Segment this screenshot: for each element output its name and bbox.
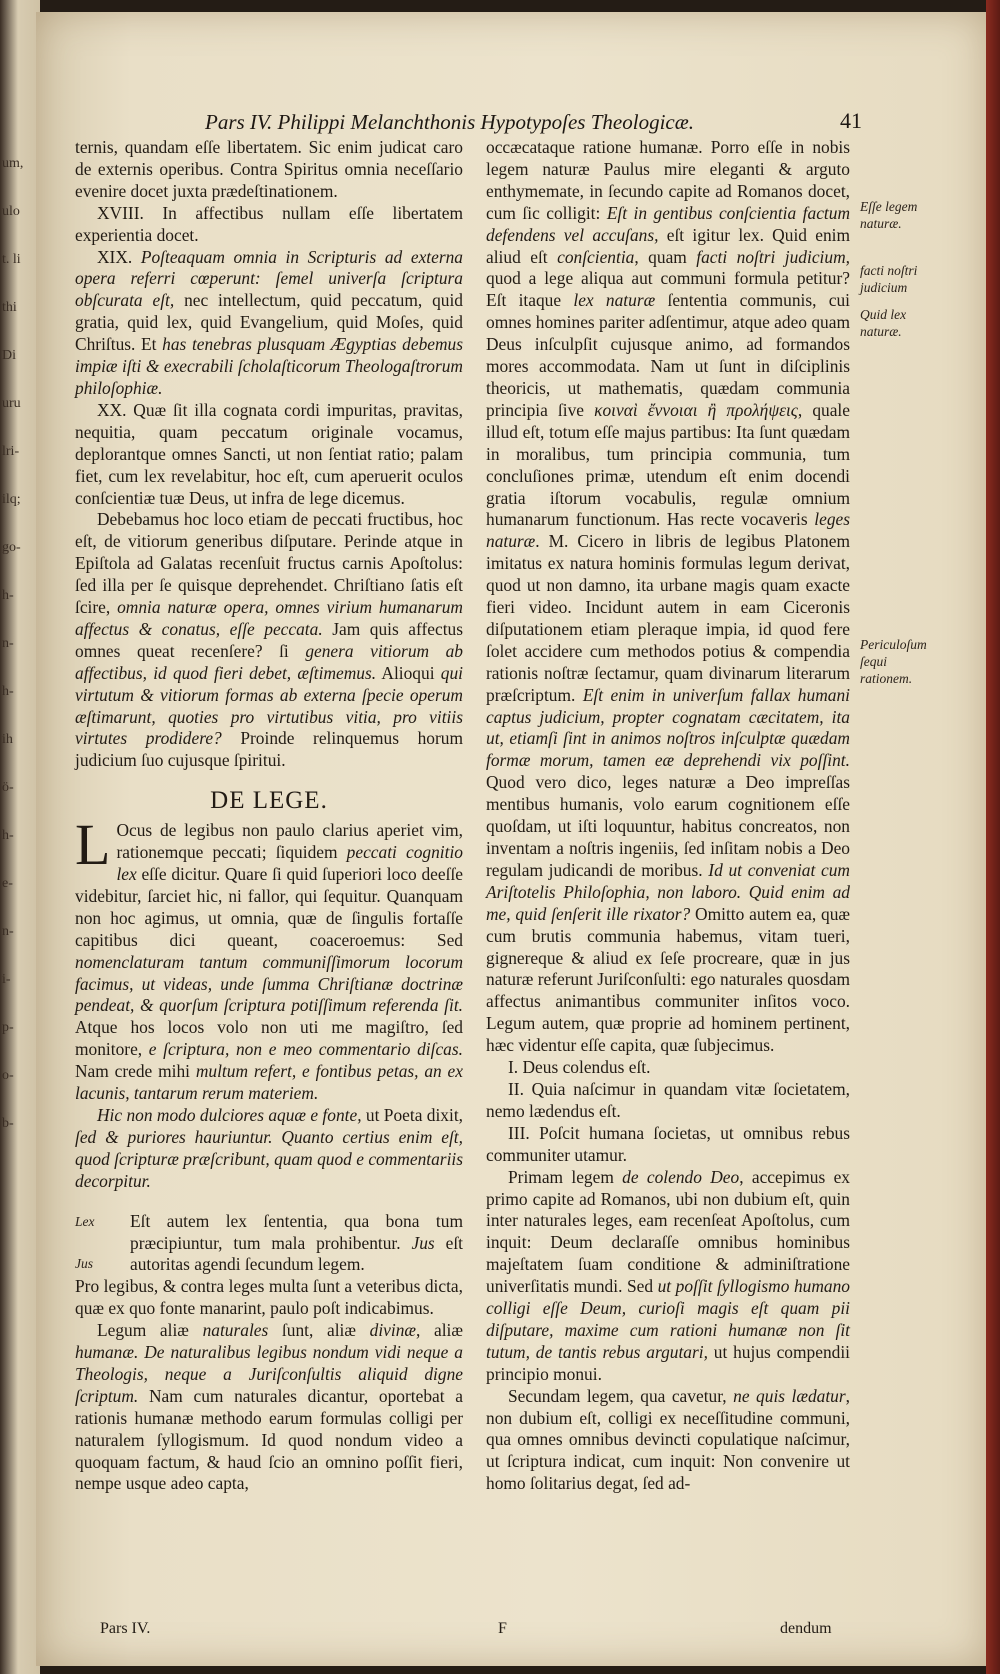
paragraph <box>75 812 463 1105</box>
page-number: 41 <box>840 108 862 133</box>
margin-note: Eſſe legem naturæ. <box>860 199 918 231</box>
text: Nam crede mihi <box>75 1061 196 1082</box>
paragraph <box>75 247 463 400</box>
text: Legum aliæ <box>97 1320 203 1341</box>
fragment: o- <box>2 1068 14 1083</box>
fragment: ih <box>2 732 13 747</box>
text: Proinde relinquemus horum judicium ſuo cujusque ſpiritui. <box>75 728 463 771</box>
fragment: ilq; <box>2 492 21 507</box>
fragment: p- <box>2 1020 14 1035</box>
fragment: um, <box>2 156 24 171</box>
paragraph: ternis, quandam eſſe libertatem. Sic enim judicat caro de externis operibus. Contra Spiritus omnia neceſſario evenire docet juxta prædeſtinationem. <box>75 137 463 201</box>
text: Primam legem <box>508 1166 623 1187</box>
italic-text: Eſt enim in univerſum fallax humani captus judicium, propter cognatam cæcitatem, ita ut, etiamſi ſint in animos noſtros inſculptæ quædam formæ morum, tamen eæ deprehendi vix poſſint. <box>486 684 850 771</box>
paragraph: XX. Quæ ſit illa cognata cordi impuritas, pravitas, nequitia, quam peccatum originale vocamus, deplorantque omnes Sancti, ut non ſentiat ratio; palam fiet, cum lex revelabitur, hoc eſt, cum aperuerit oculos conſcientiæ tuæ Deus, ut infra de lege dicemus. <box>75 399 463 508</box>
text: , quam <box>634 246 697 267</box>
fragment: n- <box>2 636 14 651</box>
facing-page-fragments <box>2 140 36 1148</box>
fragment: thi <box>2 300 17 315</box>
italic-text: leges naturæ <box>486 509 850 552</box>
italic-text: has tenebras plusquam Ægyptias debemus impiæ iſti & execrabili ſcholaſticorum Theologaſtrorum philoſophiæ. <box>75 334 463 398</box>
text: Eſt autem lex ſententia, qua bona tum præcipiuntur, tum mala prohibentur. <box>130 1210 463 1253</box>
italic-text: Id ut conveniat cum Ariſtotelis Philoſophia, non laboro. Quid enim ad me, quid ſenſerit ille rixator? <box>486 859 850 924</box>
italic-text: genera vitiorum ab affectibus, id quod fieri debet, æſtimemus. <box>75 640 464 683</box>
italic-text: conſcientia <box>557 246 635 267</box>
list-item: II. Quia naſcimur in quandam vitæ ſocietatem, nemo lædendus eſt. <box>486 1078 850 1121</box>
signature-mark: Pars IV. <box>100 1620 151 1637</box>
text: eſt igitur lex. Quid enim aliud eſt <box>486 224 850 267</box>
list-item: III. Poſcit humana ſocietas, ut omnibus rebus communiter utamur. <box>486 1122 850 1165</box>
fragment: e- <box>2 876 13 891</box>
italic-text: naturales <box>202 1320 269 1341</box>
italic-text: omnia naturæ opera, omnes virium humanarum affectus & conatus, eſſe peccata. <box>75 597 463 639</box>
fragment: ö- <box>2 780 14 795</box>
text: . M. Cicero in libris de legibus Platonem imitatus ex natura hominis formulas legum derivat, quod ut non damno, ita urbane magis quam exacte fieri video. Incidunt autem in eam Ciceronis diſputationem etiam pleraque impia, id quod fere ſolet accidere cum methodos potius & compendia rationis noſtræ ſectamur, quam divinarum literarum præſcriptum. <box>486 531 850 705</box>
paragraph <box>75 509 463 772</box>
margin-note: Periculoſum ſequi rationem. <box>860 637 927 686</box>
red-page-edge <box>986 0 1000 1674</box>
italic-text: Jus <box>411 1232 435 1253</box>
list-item: I. Deus colendus eſt. <box>508 1057 651 1078</box>
text: , accepimus ex primo capite ad Romanos, ubi non dubium eſt, quin inter naturales leges, eam recenſeat Apoſtolus, cum inquit: Deum declaraſſe omnibus hominibus majeſtatem ſuam conditione & adminiſtratione univerſitatis mundi. Sed <box>486 1166 850 1297</box>
text: Atque hos locos volo non uti me magiſtro, ſed monitore, <box>75 1017 463 1060</box>
italic-text: ut poſſit ſyllogismo humano colligi eſſe Deum, curioſi magis eſt quam pii diſputare, maxime cum rationi humanæ non ſit tutum, de tantis rebus argutari, <box>486 1276 850 1362</box>
paragraph: Pro legibus, & contra leges multa ſunt a veteribus dicta, quæ ex quo fonte manarint, paulo poſt indicabimus. <box>75 1276 463 1319</box>
text: Alioqui <box>376 662 441 683</box>
fragment: h- <box>2 684 14 699</box>
italic-text: nomenclaturam tantum communiſſimorum locorum facimus, ut videas, unde ſumma Chriſtianæ doctrinæ pendeat, & quorſum ſcriptura potiſſimum referenda ſit. <box>75 951 463 1016</box>
italic-text: Poſteaquam omnia in Scripturis ad externa opera referri cœperunt: ſemel univerſa ſcriptura obſcurata eſt, <box>75 246 463 311</box>
fragment: uru <box>2 396 21 411</box>
text: nec intellectum, quid peccatum, quid gratia, quid lex, quid Evangelium, quid Moſes, quid Chriſtus. Et <box>75 290 463 355</box>
italic-text: multum refert, e fontibus petas, an ex lacunis, tantarum rerum materiem. <box>75 1061 463 1104</box>
text: Quod vero dico, leges naturæ a Deo impreſſas mentibus humanis, volo earum cognitionem eſſe quoſdam, ut iſti loquuntur, habitus concreatos, non inventam a noſtris ingeniis, ſed inſitam nobis a Deo regulam judicandi de moribus. <box>486 772 850 880</box>
text: eſſe dicitur. Quare ſi quid ſuperiori loco deeſſe videbitur, ſarciet hic, ni fallor, qui ſequitur. Quanquam non hoc agimus, ut omnia, quæ de ſingulis fortaſſe capitibus dici queant, coaceroemus: Sed <box>75 864 463 950</box>
text: occæcataque ratione humanæ. Porro eſſe in nobis legem naturæ Paulus mire eleganti & arguto enthymemate, in ſecundo capite ad Romanos docet, cum ſic colligit: <box>486 137 850 223</box>
fragment: t. li <box>2 252 21 267</box>
italic-text: qui virtutum & vitiorum formas ab externa ſpecie operum æſtimarunt, quoties pro virtutibus vitia, pro vitiis virtutes prodidere? <box>75 662 463 749</box>
italic-text: peccati cognitio lex <box>116 842 463 884</box>
text: , aliæ <box>416 1320 463 1341</box>
margin-note-lex: Lex <box>75 1213 95 1229</box>
text: XIX. <box>97 246 141 267</box>
definition-block <box>75 1210 463 1277</box>
left-column <box>75 137 463 1495</box>
gathering-mark: F <box>498 1620 507 1637</box>
text: Nam cum naturales dicantur, oportebat a rationis humanæ methodo earum formulas colligi per naturalem ſyllogismum. Id quod nondum video a quoquam factum, & haud ſcio an omnino poſſit fieri, nempe usque adeo capta, <box>75 1385 463 1494</box>
text: , quale illud eſt, totum eſſe majus partibus: Ita ſunt quædam in moralibus, tum principia communia, tum concluſiones primæ, utendum eſt enim docendi gratia iſtorum vocabulis, regulæ omnium humanarum functionum. Has recte vocaveris <box>486 399 850 530</box>
paragraph <box>486 1167 850 1386</box>
fragment: Di <box>2 348 16 363</box>
italic-text: humanæ. De naturalibus legibus nondum vidi neque a Theologis, neque a Juriſconſultis aliquid digne ſcriptum. <box>75 1342 463 1406</box>
text: ſententia communis, cui omnes homines pariter adſentimur, atque adeo quam Deus inſculpſit cujusque animo, ad formandos mores accommodata. Nam ut ſunt in diſciplinis theoricis, ut mathematis, quædam communia principia ſive <box>486 290 850 420</box>
paragraph <box>486 137 850 1057</box>
italic-text: Hic non modo dulciores aquæ e fonte, <box>97 1104 362 1125</box>
text: ut hujus compendii principio monui. <box>486 1341 850 1384</box>
italic-text: Eſt in gentibus conſcientia factum defendens vel accuſans, <box>486 202 850 245</box>
fragment: h- <box>2 828 14 843</box>
italic-text: de colendo Deo <box>622 1166 740 1187</box>
right-column <box>486 137 850 1495</box>
margin-note: facti noſtri judicium <box>860 263 918 295</box>
margin-note-jus: Jus <box>75 1255 93 1271</box>
paragraph: XVIII. In affectibus nullam eſſe libertatem experientia docet. <box>75 202 463 245</box>
paragraph <box>486 1386 850 1496</box>
italic-text: facti noſtri judicium, <box>696 246 850 267</box>
text: ſunt, aliæ <box>268 1320 370 1341</box>
text: Jam quis affectus omnes queat recenſere? ſi <box>75 618 463 661</box>
text: Debebamus hoc loco etiam de peccati fructibus, hoc eſt, de vitiorum generibus diſputare. Perinde atque in Epiſtola ad Galatas recenſuit fructus carnis Apoſtolus: ſed illa per ſe quisque deprehendet. Chriſtiano ſatis eſt ſcire, <box>75 509 463 618</box>
italic-text: lex naturæ <box>573 290 656 311</box>
italic-text: e ſcriptura, non e meo commentario diſcas. <box>148 1039 463 1060</box>
fragment: b- <box>2 1116 14 1131</box>
text: ut Poeta dixit, <box>361 1104 463 1125</box>
italic-text: divinæ <box>369 1320 416 1341</box>
fragment: lri- <box>2 444 20 459</box>
margin-note: Quid lex naturæ. <box>860 307 907 339</box>
text: Secundam legem, qua cavetur, <box>508 1385 734 1406</box>
fragment: h- <box>2 588 14 603</box>
greek-text: κοιναὶ ἔννοιαι ἢ προλήψεις <box>594 399 798 420</box>
text: Omitto autem ea, quæ cum brutis communia habemus, vitam tueri, gignereque & aliud ex ſeſe procreare, quæ in jus naturæ referunt Juriſconſulti: ego naturales quosdam affectus animantibus communiter inſitos voco. Legum autem, quæ proprie ad hominem pertinent, hæc videntur eſſe capita, quæ ſubjecimus. <box>486 903 850 1056</box>
text: Ocus de legibus non paulo clarius aperiet vim, rationemque peccati; ſiquidem <box>116 820 463 863</box>
catchword: dendum <box>780 1620 832 1637</box>
running-title: Pars IV. Philippi Melanchthonis Hypotypoſes Theologicæ. <box>205 110 694 134</box>
italic-text: ne quis lædatur <box>733 1385 846 1406</box>
text: eſt autoritas agendi ſecundum legem. <box>130 1232 463 1275</box>
drop-cap: L <box>75 812 111 878</box>
fragment: n- <box>2 924 14 939</box>
fragment: go- <box>2 540 21 555</box>
fragment: ulo <box>2 204 20 219</box>
section-heading: DE LEGE. <box>210 787 328 815</box>
paragraph <box>75 1105 463 1193</box>
text: quod a lege aliqua aut communi formula petitur? Eſt itaque <box>486 268 850 311</box>
paragraph <box>75 1320 463 1495</box>
text: , non dubium eſt, colligi ex neceſſitudine communi, qua omnes omnibus devincti copulatique naſcimur, ut ſcriptura indicat, cum inquit: Non convenire ut homo ſolitarius degat, ſed ad- <box>486 1385 851 1494</box>
italic-text: ſed & puriores hauriuntur. Quanto certius enim eſt, quod ſcripturæ præſcribunt, quam quod e commentariis decorpitur. <box>75 1126 463 1191</box>
paragraph <box>130 1211 463 1277</box>
fragment: i- <box>2 972 11 987</box>
